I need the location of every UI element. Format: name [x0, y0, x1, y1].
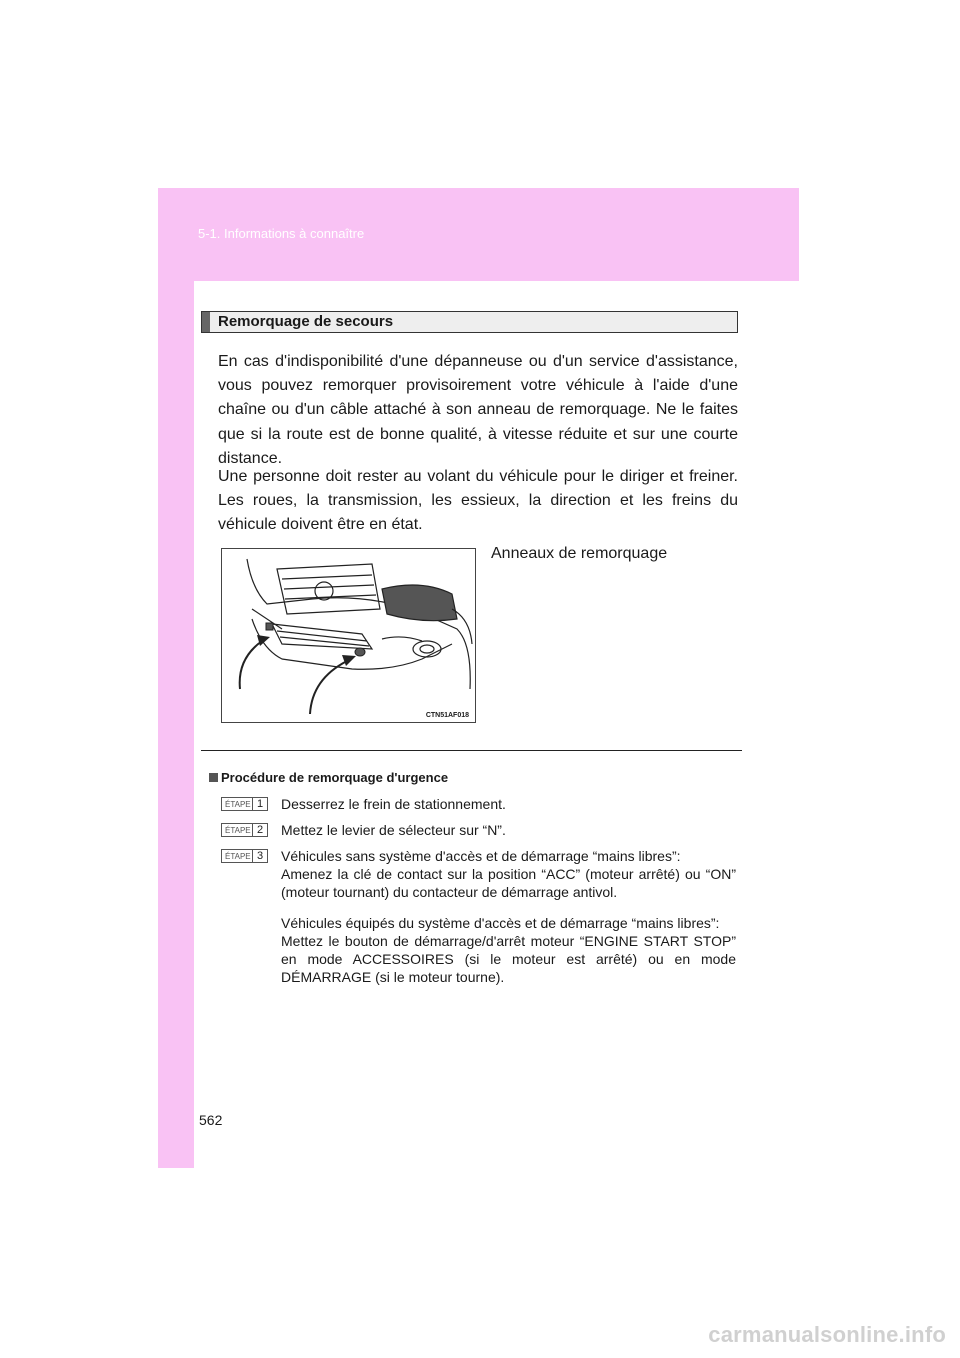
page-number: 562	[199, 1112, 223, 1128]
section-title-bar	[201, 311, 738, 333]
step-1-text: Desserrez le frein de stationnement.	[281, 796, 506, 812]
body-paragraph-1: En cas d'indisponibilité d'une dépanneuse ou d'un service d'assistance, vous pouvez remorquer provisoirement votre véhicule à l'aide d'une chaîne ou d'un câble attaché à son anneau de remorquage. Ne le faites que si la route est de bonne qualité, à vitesse réduite et sur une courte distance.	[218, 353, 738, 467]
step-3-text-b: Véhicules équipés du système d'accès et de démarrage “mains libres”: Mettez le bouton de démarrage/d'arrêt moteur “ENGINE START STOP” en mode ACCESSOIRES (si le moteur est arrêté) ou en mode DÉMARRAGE (si le moteur tourne).	[281, 915, 736, 985]
figure-callout: Anneaux de remorquage	[491, 545, 668, 562]
step-3-text-a: Véhicules sans système d'accès et de démarrage “mains libres”: Amenez la clé de contact sur la position “ACC” (moteur arrêté) ou “ON” (moteur tournant) du contacteur de démarrage antivol.	[281, 848, 736, 900]
watermark: carmanualsonline.info	[708, 1322, 946, 1347]
side-tab-strip	[158, 188, 194, 1168]
car-front-drawing	[222, 549, 475, 722]
step-badge-3: ÉTAPE 3	[221, 849, 268, 863]
procedure-heading: Procédure de remorquage d'urgence	[209, 770, 448, 785]
square-bullet-icon	[209, 773, 218, 782]
section-title: Remorquage de secours	[218, 313, 394, 330]
step-badge-2: ÉTAPE 2	[221, 823, 268, 837]
step-2-text: Mettez le levier de sélecteur sur “N”.	[281, 822, 506, 838]
body-paragraph-2: Une personne doit rester au volant du véhicule pour le diriger et freiner. Les roues, la transmission, les essieux, la direction et les freins du véhicule doivent être en état.	[218, 468, 738, 534]
figure-code: CTN51AF018	[425, 712, 469, 719]
towing-eyelet-illustration	[221, 548, 476, 723]
step-badge-1: ÉTAPE 1	[221, 797, 268, 811]
title-accent-bar	[202, 312, 210, 332]
breadcrumb: 5-1. Informations à connaître	[198, 226, 365, 241]
section-divider	[201, 750, 742, 751]
